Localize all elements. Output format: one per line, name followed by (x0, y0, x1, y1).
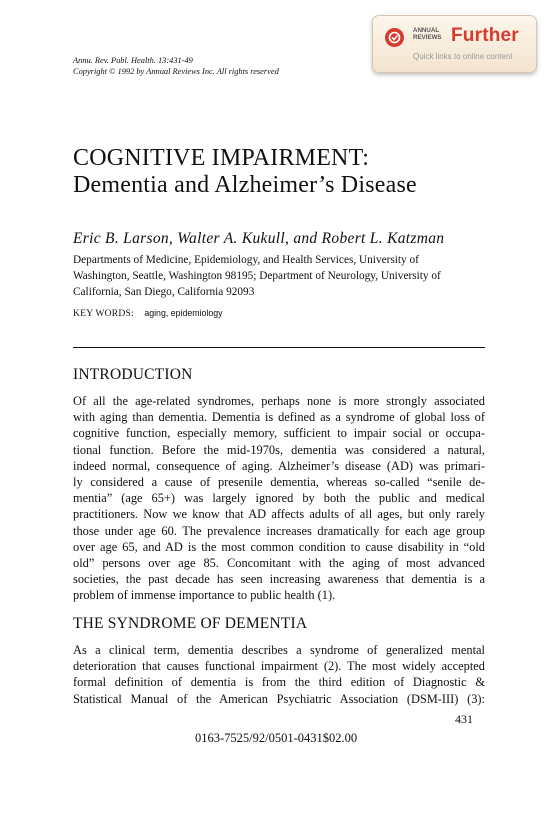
paragraph-line: indeed normal, consequence of aging. Alzheimer’s disease (AD) was primari- (73, 458, 485, 473)
paragraph-line: over age 65, and AD is the most common condition to cause disability in “old (73, 539, 485, 554)
paragraph-line: tional function. Before the mid-1970s, dementia was considered a natural, (73, 442, 485, 457)
article-code: 0163-7525/92/0501-0431$02.00 (195, 731, 358, 745)
section-heading-introduction: INTRODUCTION (73, 366, 193, 383)
title-line-1: COGNITIVE IMPAIRMENT: (73, 145, 370, 171)
paragraph-line: Of all the age-related syndromes, perhaps none is more strongly associated (73, 394, 485, 408)
paragraph-line: ly considered a cause of presenile dementia, whereas so-called “senile de- (73, 475, 485, 490)
keywords-values: aging, epidemiology (144, 308, 223, 318)
badge-title: Further (451, 25, 519, 46)
paragraph-line: with aging than dementia. Dementia is defined as a syndrome of global loss of (73, 410, 485, 425)
paragraph-line: formal definition of dementia is from the third edition of Diagnostic & (73, 675, 485, 690)
article-title (73, 145, 417, 199)
affiliations (73, 252, 485, 300)
paragraph-line: Statistical Manual of the American Psychiatric Association (DSM-III) (3): (73, 691, 485, 706)
further-badge[interactable] (372, 15, 537, 73)
journal-citation: Annu. Rev. Publ. Health. 13:431-49 (73, 56, 193, 65)
affiliation-line: California, San Diego, California 92093 (73, 286, 255, 298)
copyright-notice: Copyright © 1992 by Annual Reviews Inc. All rights reserved (73, 67, 279, 76)
paragraph-line: cognitive function, especially memory, sufficient to impair social or occupa- (73, 426, 485, 441)
paragraph-line: old” persons over age 85. Concomitant with the aging of most advanced (73, 556, 485, 571)
section-heading-syndrome: THE SYNDROME OF DEMENTIA (73, 615, 308, 632)
paragraph-line: those under age 60. The prevalence increases dramatically for each age group (73, 523, 485, 538)
syndrome-paragraph (73, 642, 485, 707)
paragraph-line: societies, the past decade has seen increasing awareness that dementia is a (73, 572, 485, 587)
journal-header (73, 55, 279, 77)
paragraph-line: problem of immense importance to public health (1). (73, 588, 336, 603)
introduction-paragraph (73, 393, 485, 604)
badge-brand: ANNUAL REVIEWS (413, 27, 442, 41)
keywords (73, 308, 223, 319)
affiliation-line: Washington, Seattle, Washington 98195; Department of Neurology, University of (73, 270, 441, 282)
annual-reviews-logo-icon (385, 28, 404, 47)
paragraph-line: deterioration that causes functional impairment (2). The most widely accepted (73, 659, 485, 674)
affiliation-line: Departments of Medicine, Epidemiology, and Health Services, University of (73, 254, 419, 266)
page-number: 431 (455, 712, 473, 726)
section-divider (73, 347, 485, 348)
paragraph-line: As a clinical term, dementia describes a syndrome of generalized mental (73, 643, 485, 657)
authors: Eric B. Larson, Walter A. Kukull, and Robert L. Katzman (73, 230, 445, 247)
keywords-label: KEY WORDS: (73, 308, 134, 319)
title-line-2: Dementia and Alzheimer’s Disease (73, 172, 417, 198)
badge-subtitle: Quick links to online content (413, 52, 513, 61)
paragraph-line: mentia” (age 65+) was largely ignored by both the public and medical (73, 491, 485, 506)
paragraph-line: practitioners. Now we know that AD affects adults of all ages, but only rarely (73, 507, 485, 522)
